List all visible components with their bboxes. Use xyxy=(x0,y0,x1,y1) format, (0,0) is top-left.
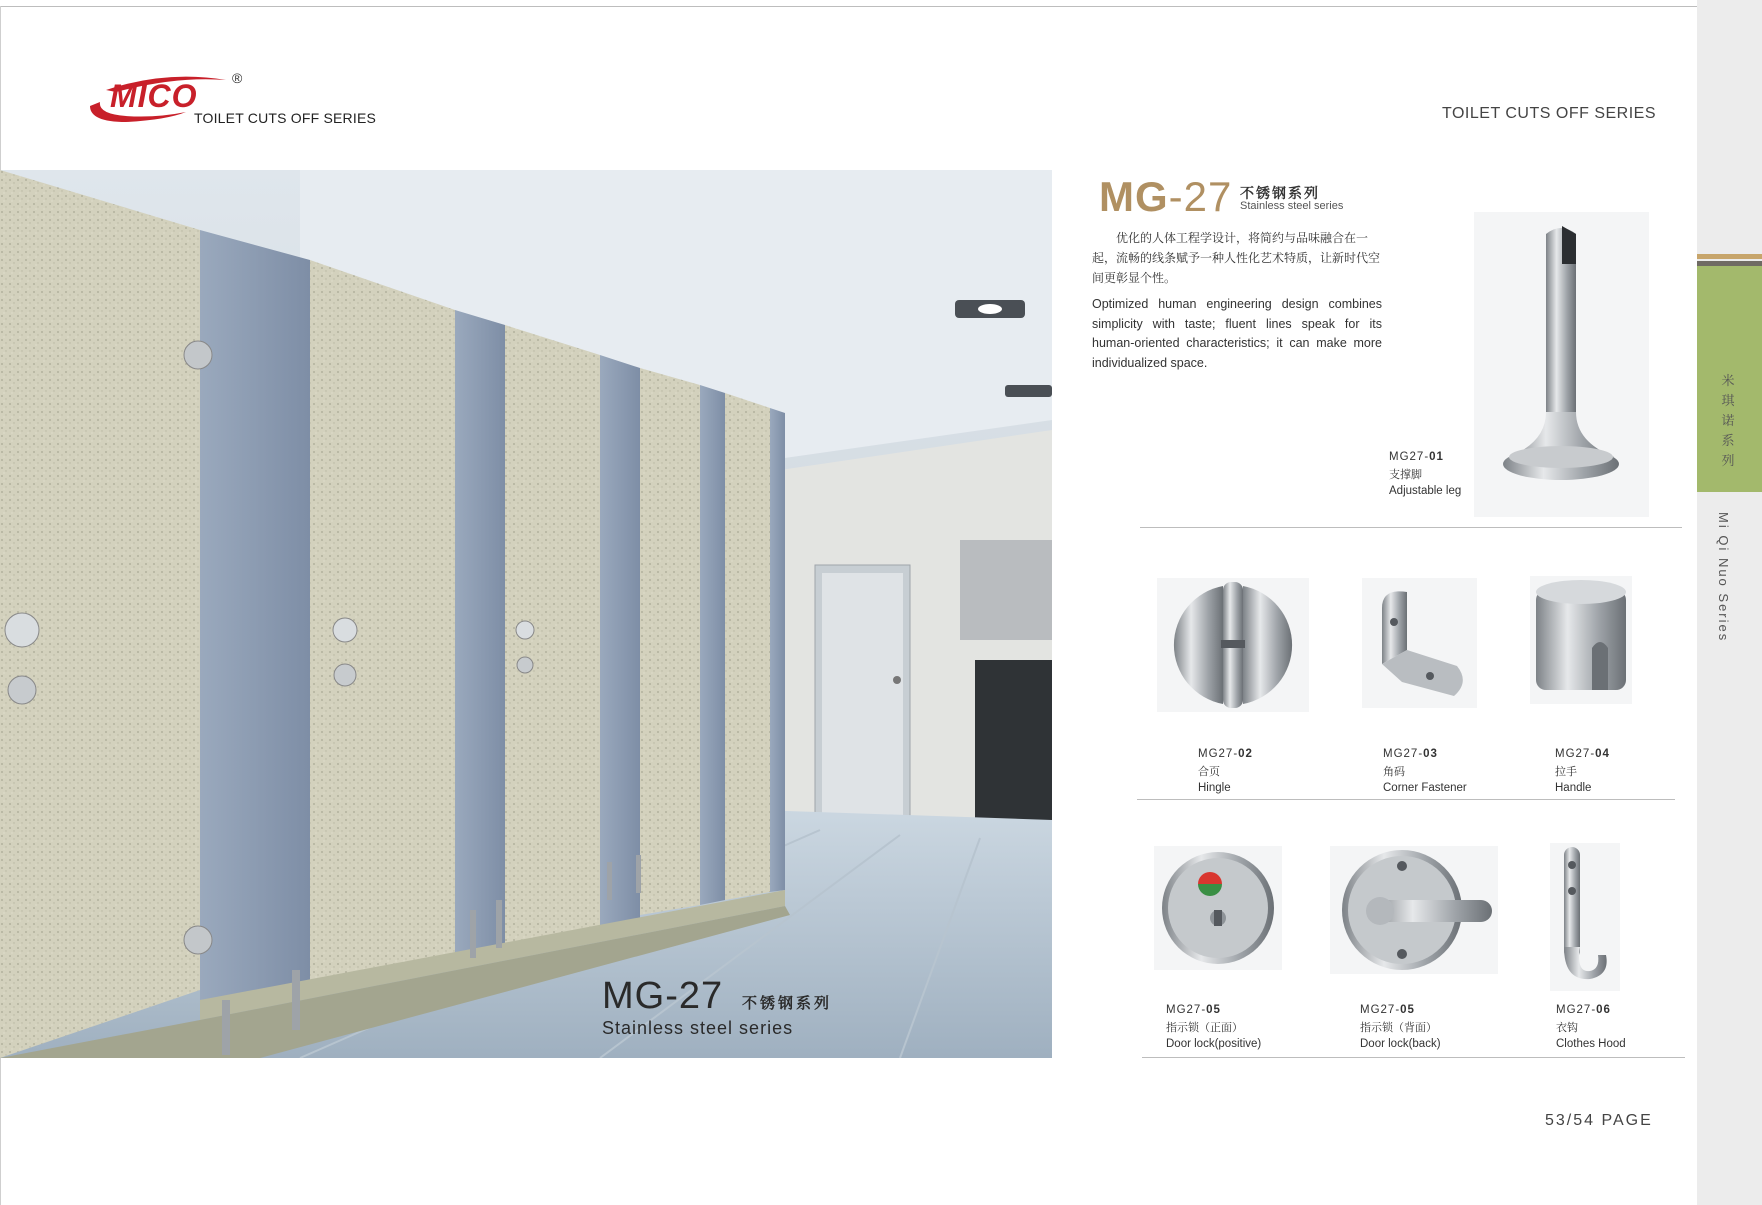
caption-en: Door lock(positive) xyxy=(1166,1038,1262,1050)
logo-wordmark: MICO xyxy=(110,78,198,114)
caption-mg27-05-back xyxy=(1360,1002,1441,1053)
caption-mg27-02 xyxy=(1198,746,1253,797)
description-cn: 优化的人体工程学设计，将简约与品味融合在一起，流畅的线条赋予一种人性化艺术特质，让新时代空间更彰显个性。 xyxy=(1092,231,1381,285)
caption-en: Door lock(back) xyxy=(1360,1038,1441,1050)
caption-mg27-03 xyxy=(1383,746,1467,797)
door-lock-front-icon xyxy=(1154,846,1282,970)
caption-code-prefix: MG27- xyxy=(1360,1004,1401,1016)
caption-en: Adjustable leg xyxy=(1389,485,1462,497)
clothes-hook-icon xyxy=(1550,843,1620,991)
caption-code-prefix: MG27- xyxy=(1166,1004,1207,1016)
caption-cn: 角码 xyxy=(1383,765,1405,778)
series-title-cn: 不锈钢系列 xyxy=(1240,186,1320,202)
hero-model-code: MG-27 xyxy=(602,975,724,1017)
caption-cn: 拉手 xyxy=(1555,765,1577,778)
divider-2 xyxy=(1137,799,1675,800)
description-en: Optimized human engineering design combines simplicity with taste; fluent lines speak for its human-oriented characteristics; it can make more individualized space. xyxy=(1092,297,1382,370)
model-title-prefix: MG xyxy=(1099,173,1169,220)
caption-code-num: 04 xyxy=(1595,748,1610,760)
side-stripe-gold xyxy=(1697,254,1762,259)
divider-1 xyxy=(1140,527,1682,528)
caption-code-prefix: MG27- xyxy=(1198,748,1239,760)
restroom-illustration xyxy=(0,170,1052,1058)
caption-code-num: 01 xyxy=(1429,451,1444,463)
caption-code-num: 05 xyxy=(1400,1004,1415,1016)
caption-code-num: 06 xyxy=(1596,1004,1611,1016)
logo-tagline: TOILET CUTS OFF SERIES xyxy=(194,110,377,126)
caption-code-prefix: MG27- xyxy=(1383,748,1424,760)
hero-photo xyxy=(0,170,1052,1058)
caption-code-num: 05 xyxy=(1206,1004,1221,1016)
caption-en: Handle xyxy=(1555,782,1592,794)
caption-en: Corner Fastener xyxy=(1383,782,1467,794)
caption-code-prefix: MG27- xyxy=(1555,748,1596,760)
caption-mg27-06 xyxy=(1556,1002,1626,1053)
handle-icon xyxy=(1530,576,1632,704)
registered-mark: ® xyxy=(232,70,243,86)
model-title-dash: - xyxy=(1168,173,1184,220)
caption-code-prefix: MG27- xyxy=(1389,451,1430,463)
divider-3 xyxy=(1142,1057,1685,1058)
side-tab-en: Mi Qi Nuo Series xyxy=(1716,512,1731,643)
caption-en: Hingle xyxy=(1198,782,1231,794)
page-number: 53/54 PAGE xyxy=(1545,1112,1653,1129)
caption-cn: 指示锁（背面） xyxy=(1360,1021,1437,1034)
top-rule xyxy=(0,6,1697,7)
caption-mg27-01 xyxy=(1389,449,1461,500)
caption-code-num: 03 xyxy=(1423,748,1438,760)
caption-cn: 衣钩 xyxy=(1556,1021,1578,1034)
header-series: TOILET CUTS OFF SERIES xyxy=(1442,105,1656,122)
door-lock-back-icon xyxy=(1330,846,1498,974)
caption-cn: 支撑脚 xyxy=(1389,468,1422,481)
caption-cn: 指示锁（正面） xyxy=(1166,1021,1243,1034)
caption-cn: 合页 xyxy=(1198,765,1220,778)
hero-series-cn: 不锈钢系列 xyxy=(742,994,833,1012)
caption-mg27-04 xyxy=(1555,746,1610,797)
caption-code-prefix: MG27- xyxy=(1556,1004,1597,1016)
corner-fastener-icon xyxy=(1362,578,1477,708)
model-title xyxy=(1099,173,1232,221)
hinge-icon xyxy=(1157,578,1309,712)
caption-code-num: 02 xyxy=(1238,748,1253,760)
side-tab-cn: 米 琪 诺 系 列 xyxy=(1721,374,1735,469)
series-title-en: Stainless steel series xyxy=(1240,200,1344,212)
caption-en: Clothes Hood xyxy=(1556,1038,1626,1050)
caption-mg27-05-front xyxy=(1166,1002,1261,1053)
mico-logo xyxy=(86,70,386,140)
hero-series-en: Stainless steel series xyxy=(602,1018,794,1038)
model-title-number: 27 xyxy=(1183,173,1233,220)
adjustable-leg-icon xyxy=(1474,212,1649,517)
